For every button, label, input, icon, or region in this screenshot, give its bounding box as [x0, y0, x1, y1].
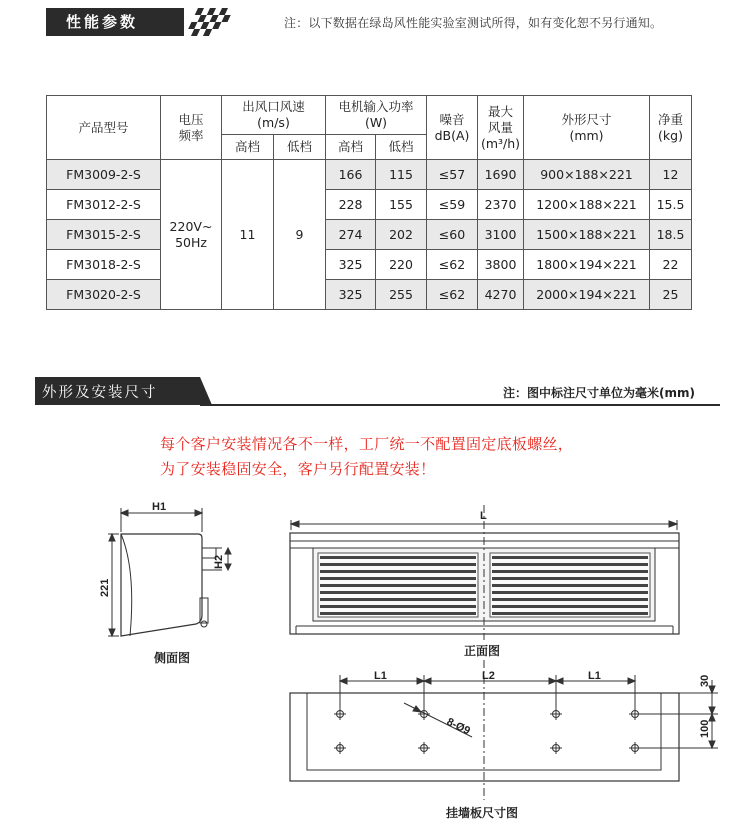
cell-power-high: 325	[326, 280, 376, 310]
label-h1: H1	[152, 501, 167, 513]
cell-model: FM3015-2-S	[47, 220, 161, 250]
header-size-line2: (mm)	[569, 127, 604, 143]
header-model: 产品型号	[47, 96, 161, 160]
cell-power-high: 228	[326, 190, 376, 220]
cell-size: 2000×194×221	[524, 280, 650, 310]
header-flow-line2: 风量	[487, 119, 513, 135]
cell-weight: 25	[650, 280, 692, 310]
cell-weight: 22	[650, 250, 692, 280]
cell-power-low: 220	[376, 250, 427, 280]
header-speed-low: 低档	[274, 135, 326, 160]
cell-size: 1800×194×221	[524, 250, 650, 280]
cell-model: FM3009-2-S	[47, 160, 161, 190]
header-voltage-line2: 频率	[178, 127, 204, 143]
cell-model: FM3012-2-S	[47, 190, 161, 220]
label-30: 30	[699, 674, 711, 687]
cell-noise: ≤62	[427, 280, 478, 310]
install-note: 注：图中标注尺寸单位为毫米(mm)	[503, 386, 695, 400]
performance-note: 注：以下数据在绿岛风性能实验室测试所得，如有变化恕不另行通知。	[284, 16, 663, 30]
header-size-line1: 外形尺寸	[561, 111, 612, 127]
install-warning-line2: 为了安装稳固安全，客户另行配置安装！	[160, 460, 436, 478]
performance-title: 性能参数	[66, 13, 139, 31]
cell-weight: 18.5	[650, 220, 692, 250]
side-view-caption: 侧面图	[154, 651, 191, 665]
header-power-line2: (W)	[364, 115, 388, 130]
label-221: 221	[99, 578, 111, 597]
side-view-drawing	[108, 508, 231, 636]
cell-noise: ≤62	[427, 250, 478, 280]
cell-model: FM3018-2-S	[47, 250, 161, 280]
cell-flow: 4270	[478, 280, 524, 310]
cell-noise: ≤59	[427, 190, 478, 220]
front-view-caption: 正面图	[464, 644, 501, 658]
label-hole-spec: 8-Ø9	[444, 715, 472, 738]
cell-speed-high: 11	[222, 160, 274, 310]
cell-power-low: 255	[376, 280, 427, 310]
header-power-low: 低档	[376, 135, 427, 160]
cell-size: 1200×188×221	[524, 190, 650, 220]
label-l2: L2	[482, 670, 495, 682]
cell-model: FM3020-2-S	[47, 280, 161, 310]
cell-noise: ≤60	[427, 220, 478, 250]
label-l: L	[480, 510, 487, 522]
cell-noise: ≤57	[427, 160, 478, 190]
cell-flow: 1690	[478, 160, 524, 190]
cell-size: 900×188×221	[524, 160, 650, 190]
cell-power-low: 202	[376, 220, 427, 250]
install-title: 外形及安装尺寸	[42, 385, 158, 401]
cell-voltage-line1: 220V~	[169, 218, 213, 234]
cell-size: 1500×188×221	[524, 220, 650, 250]
cell-flow: 2370	[478, 190, 524, 220]
header-speed-high: 高档	[222, 135, 274, 160]
cell-power-high: 274	[326, 220, 376, 250]
header-power-line1: 电机输入功率	[338, 99, 414, 114]
front-view-drawing	[290, 505, 679, 640]
cell-flow: 3800	[478, 250, 524, 280]
header-power-high: 高档	[326, 135, 376, 160]
label-100: 100	[699, 719, 711, 738]
cell-power-high: 166	[326, 160, 376, 190]
cell-power-high: 325	[326, 250, 376, 280]
header-flow-line3: (m³/h)	[480, 135, 521, 151]
header-speed-line1: 出风口风速	[242, 99, 305, 114]
cell-power-low: 155	[376, 190, 427, 220]
label-l1-right: L1	[588, 670, 601, 682]
install-warning-line1: 每个客户安装情况各不一样，工厂统一不配置固定底板螺丝，	[160, 435, 574, 453]
cell-flow: 3100	[478, 220, 524, 250]
header-speed-line2: (m/s)	[257, 115, 290, 130]
cell-weight: 15.5	[650, 190, 692, 220]
header-noise-line1: 噪音	[439, 111, 465, 127]
label-h2: H2	[213, 554, 225, 569]
label-l1-left: L1	[374, 670, 387, 682]
header-noise-line2: dB(A)	[434, 127, 470, 143]
header-weight-line2: (kg)	[658, 127, 683, 143]
wall-plate-drawing	[290, 660, 718, 800]
cell-speed-low: 9	[274, 160, 326, 310]
cell-weight: 12	[650, 160, 692, 190]
header-flow-line1: 最大	[487, 103, 513, 119]
cell-power-low: 115	[376, 160, 427, 190]
header-voltage-line1: 电压	[178, 111, 204, 127]
cell-voltage-line2: 50Hz	[175, 234, 207, 250]
wall-plate-caption: 挂墙板尺寸图	[446, 806, 519, 820]
header-weight-line1: 净重	[657, 111, 683, 127]
